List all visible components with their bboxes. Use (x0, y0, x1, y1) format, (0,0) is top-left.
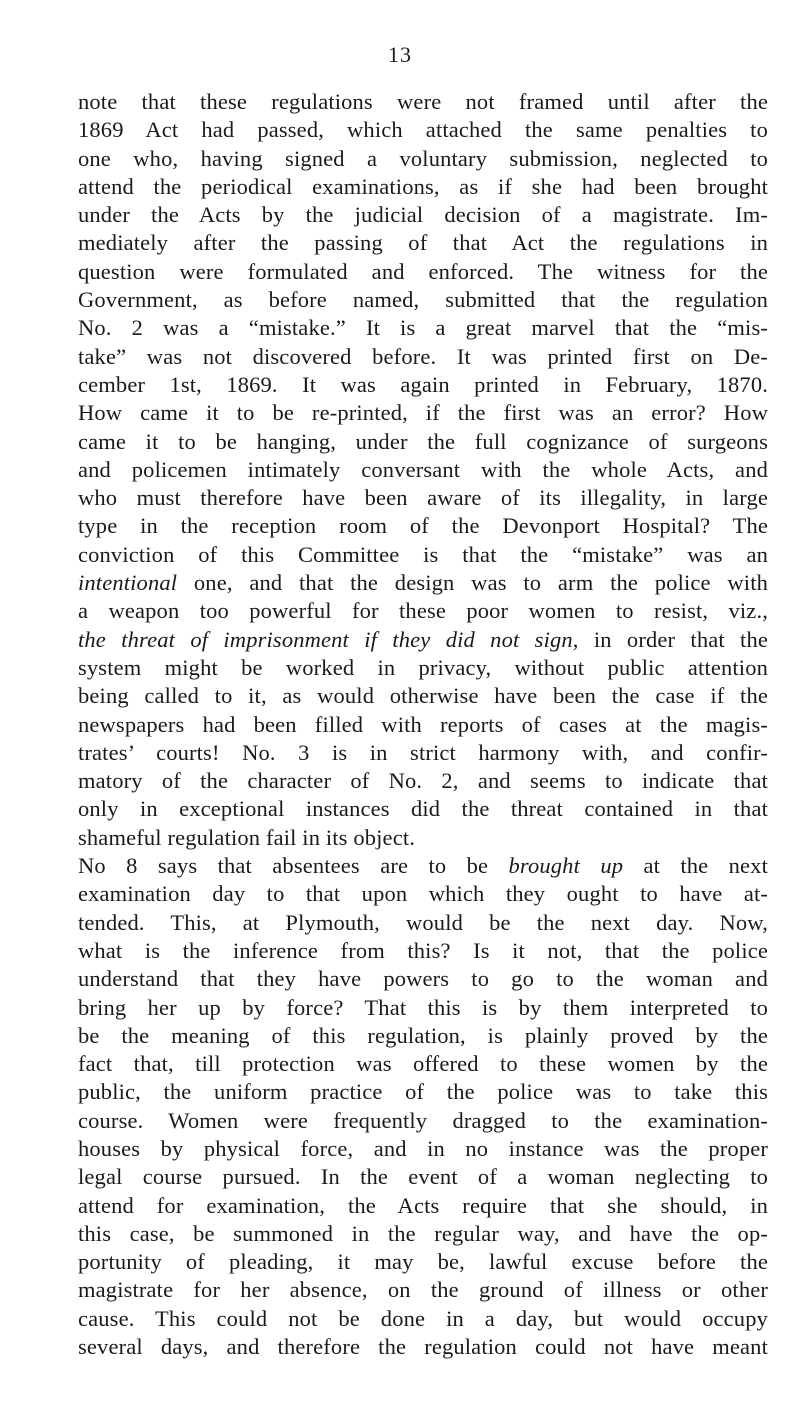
text-line: one who, having signed a voluntary submission, neglected to (78, 145, 768, 171)
text-line: examination day to that upon which they ought to have at- (78, 881, 768, 907)
text-line: legal course pursued. In the event of a woman neglecting to (78, 1164, 768, 1190)
text-line: course. Women were frequently dragged to the examination- (78, 1107, 768, 1133)
text-line: what is the inference from this? Is it not, that the police (78, 937, 768, 963)
text-line: mediately after the passing of that Act the regulations in (78, 230, 768, 256)
text-line: bring her up by force? That this is by them interpreted to (78, 994, 768, 1020)
text-line: 1869 Act had passed, which attached the same penalties to (78, 117, 768, 143)
text-line: came it to be hanging, under the full cognizance of surgeons (78, 428, 768, 454)
text-line: No 8 says that absentees are to be brought up at the next (78, 853, 768, 879)
text-line: this case, be summoned in the regular way, and have the op- (78, 1220, 768, 1246)
text-line: understand that they have powers to go to the woman and (78, 966, 768, 992)
italic-text: brought up (508, 853, 624, 879)
text-line: who must therefore have been aware of its illegality, in large (78, 485, 768, 511)
text-line: shameful regulation fail in its object. (78, 824, 416, 850)
text-line: portunity of pleading, it may be, lawful excuse before the (78, 1249, 768, 1275)
text-line: several days, and therefore the regulation could not have meant (78, 1334, 768, 1360)
text-line: system might be worked in privacy, without public attention (78, 654, 768, 680)
text-line: trates’ courts! No. 3 is in strict harmony with, and confir- (78, 739, 768, 765)
text-line: magistrate for her absence, on the ground of illness or other (78, 1277, 768, 1303)
text-line: newspapers had been filled with reports of cases at the magis- (78, 711, 768, 737)
text-line: the threat of imprisonment if they did not sign, in order that the (78, 626, 768, 652)
text-line: intentional one, and that the design was to arm the police with (78, 570, 768, 596)
text-line: take” was not discovered before. It was printed first on De- (78, 343, 768, 369)
text-line: No. 2 was a “mistake.” It is a great marvel that the “mis- (78, 315, 768, 341)
body-text (78, 88, 768, 1361)
text-line: question were formulated and enforced. The witness for the (78, 258, 768, 284)
text-line: a weapon too powerful for these poor women to resist, viz., (78, 598, 768, 624)
text-line: Government, as before named, submitted that the regulation (78, 287, 768, 313)
text-line: How came it to be re-printed, if the first was an error? How (78, 400, 768, 426)
italic-text: the threat of imprisonment if they did not sign (78, 626, 573, 652)
italic-text: intentional (78, 570, 178, 596)
text-line: houses by physical force, and in no instance was the proper (78, 1135, 768, 1161)
text-line: cause. This could not be done in a day, but would occupy (78, 1305, 768, 1331)
text-line: cember 1st, 1869. It was again printed in February, 1870. (78, 371, 768, 397)
text-line: tended. This, at Plymouth, would be the next day. Now, (78, 909, 768, 935)
text-line: be the meaning of this regulation, is plainly proved by the (78, 1022, 768, 1048)
page-number: 13 (388, 42, 412, 67)
text-line: matory of the character of No. 2, and seems to indicate that (78, 768, 768, 794)
text-line: attend for examination, the Acts require that she should, in (78, 1192, 768, 1218)
text-line: under the Acts by the judicial decision of a magistrate. Im- (78, 202, 768, 228)
text-line: public, the uniform practice of the police was to take this (78, 1079, 768, 1105)
text-line: attend the periodical examinations, as if she had been brought (78, 173, 768, 199)
text-line: type in the reception room of the Devonport Hospital? The (78, 513, 768, 539)
text-line: note that these regulations were not framed until after the (78, 89, 768, 114)
text-line: fact that, till protection was offered to these women by the (78, 1051, 768, 1077)
text-line: being called to it, as would otherwise have been the case if the (78, 683, 768, 709)
text-line: conviction of this Committee is that the “mistake” was an (78, 541, 768, 567)
text-line: and policemen intimately conversant with the whole Acts, and (78, 456, 768, 482)
text-line: only in exceptional instances did the threat contained in that (78, 796, 768, 822)
